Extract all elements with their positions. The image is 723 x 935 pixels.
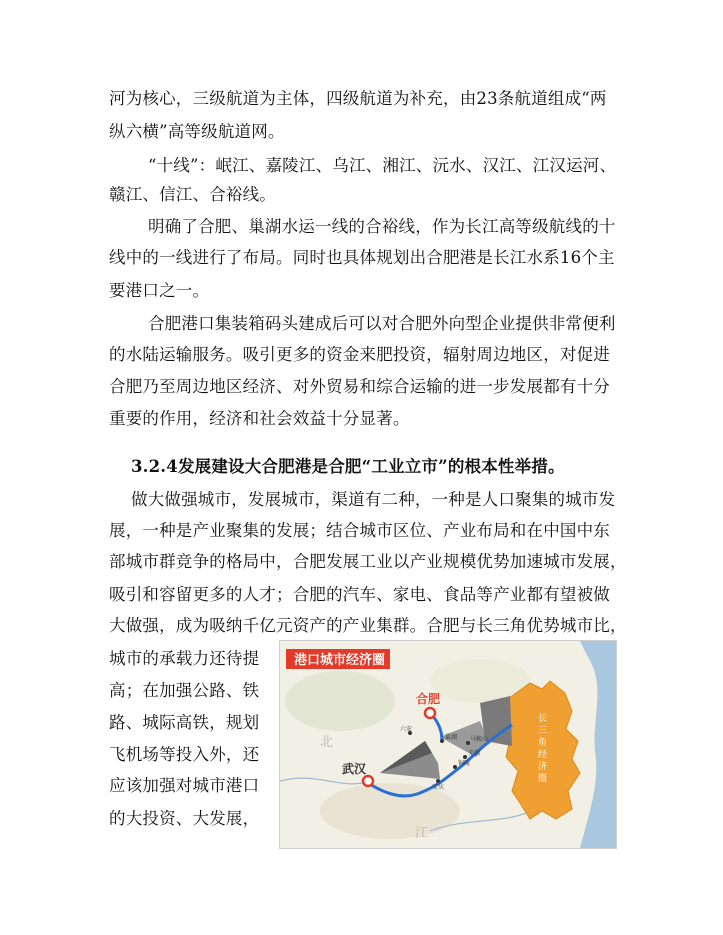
text-line: 大做强，成为吸纳千亿元资产的产业集群。合肥与长三角优势城市比， — [109, 616, 627, 635]
city-dot — [463, 755, 467, 759]
label-luan: 六安 — [400, 726, 413, 733]
label-anqing: 安庆 — [432, 784, 445, 791]
text-line: 做大做强城市，发展城市，渠道有二种，一种是人口聚集的城市发 — [131, 490, 616, 509]
text-line: 部城市群竞争的格局中，合肥发展工业以产业规模优势加速城市发展， — [109, 552, 627, 571]
delta-label-char: 三 — [538, 726, 548, 736]
text-line: 应该加强对城市港口 — [109, 776, 260, 795]
text-line: 重要的作用，经济和社会效益十分显著。 — [109, 409, 410, 428]
city-dot — [436, 779, 440, 783]
text-line: 城市的承载力还待提 — [109, 649, 260, 668]
delta-label-char: 长 — [538, 714, 548, 724]
delta-label-char: 济 — [538, 762, 548, 772]
city-dot — [453, 765, 457, 769]
text-line: 吸引和容留更多的人才；合肥的汽车、家电、食品等产业都有望被做 — [109, 585, 610, 604]
text-line: 高；在加强公路、铁 — [109, 681, 260, 700]
text-line: 河为核心，三级航道为主体，四级航道为补充，由23条航道组成“两 — [109, 89, 607, 108]
label-tongling: 铜陵 — [458, 760, 471, 767]
hefei-label: 合肥 — [416, 692, 441, 706]
text-line: 要港口之一。 — [109, 281, 210, 300]
label-wuhu: 芜湖 — [468, 750, 481, 757]
terrain-patch — [320, 783, 460, 839]
map-title: 港口城市经济圈 — [294, 653, 386, 668]
text-line: 赣江、信江、合裕线。 — [109, 185, 276, 204]
map-text-bei: 北 — [320, 735, 334, 750]
label-chaohu: 巢湖 — [445, 734, 458, 741]
text-line: 路、城际高铁，规划 — [109, 713, 260, 732]
text-line: 飞机场等投入外，还 — [109, 745, 260, 764]
text-line: 合肥港口集装箱码头建成后可以对合肥外向型企业提供非常便利 — [148, 314, 616, 333]
text-line: 的大投资、大发展， — [109, 809, 260, 828]
label-maanshan: 马鞍山 — [470, 736, 489, 743]
city-dot — [440, 739, 444, 743]
text-line: 明确了合肥、巢湖水运一线的合裕线，作为长江高等级航线的十 — [148, 217, 616, 236]
text-line: “十线”：岷江、嘉陵江、乌江、湘江、沅水、汉江、江汉运河、 — [148, 156, 617, 175]
hefei-marker — [425, 708, 435, 718]
text-line: 合肥乃至周边地区经济、对外贸易和综合运输的进一步发展都有十分 — [109, 377, 610, 396]
text-line: 展，一种是产业聚集的发展；结合城市区位、产业布局和在中国中东 — [109, 521, 610, 540]
delta-label-char: 角 — [538, 738, 548, 748]
map-text-jiang: 江 — [415, 826, 429, 841]
wuhan-label: 武汉 — [342, 762, 367, 776]
terrain-patch — [285, 671, 395, 731]
delta-label-char: 圈 — [538, 774, 548, 784]
text-line: 的水陆运输服务。吸引更多的资金来肥投资，辐射周边地区，对促进 — [109, 345, 610, 364]
section-title: 发展建设大合肥港是合肥“工业立市”的根本性举措。 — [177, 457, 565, 476]
text-line: 纵六横”高等级航道网。 — [109, 122, 285, 141]
section-heading — [131, 456, 565, 478]
delta-label-char: 经 — [538, 750, 548, 760]
wuhan-marker — [363, 776, 373, 786]
text-line: 线中的一线进行了布局。同时也具体规划出合肥港是长江水系16个主 — [109, 248, 615, 267]
section-number: 3.2.4 — [131, 457, 178, 476]
port-city-economic-circle-map — [279, 640, 617, 849]
